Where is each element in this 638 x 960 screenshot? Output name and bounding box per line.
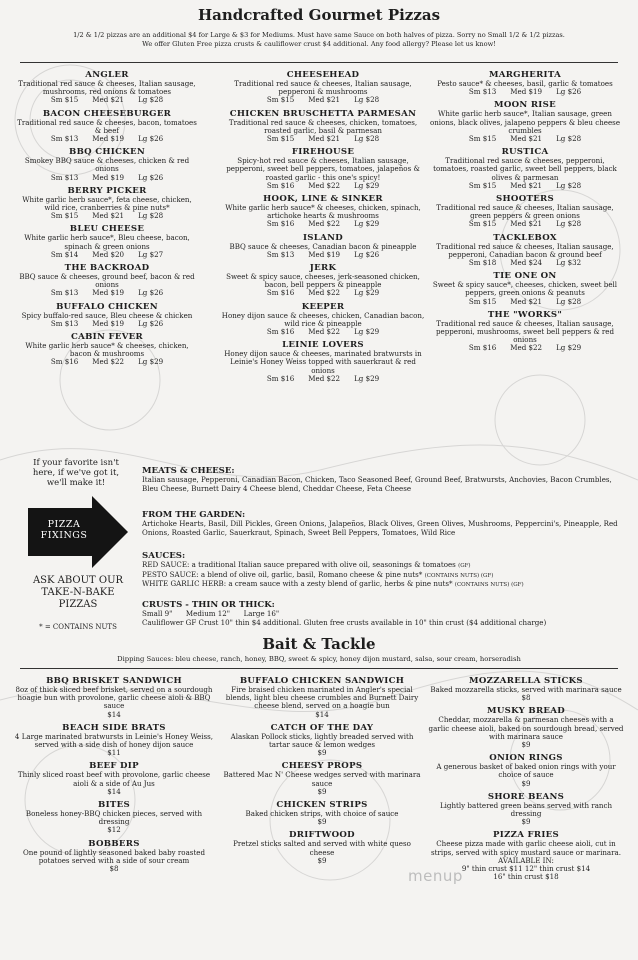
garden-list: Artichoke Hearts, Basil, Dill Pickles, Green Onions, Jalapeños, Black Olives, Green Olives, Mushrooms, Peppercini's, Pineapple, Red Onions, Roasted Garlic, Sauerkraut, Spinach, Sweet Bell Peppers, Tomatoes, Wild Rice <box>142 519 618 537</box>
menu-item <box>14 676 214 719</box>
item-price: $9 <box>317 855 327 865</box>
item-desc: BBQ sauce & cheeses, Canadian bacon & pineapple <box>229 241 417 251</box>
item-desc: White garlic herb sauce*, Bleu cheese, bacon, spinach & green onions <box>24 233 190 251</box>
menu-item <box>14 109 200 144</box>
menu-item <box>222 830 422 865</box>
menu-item <box>222 761 422 796</box>
item-prices <box>428 182 622 190</box>
item-prices <box>220 251 426 259</box>
price-large: Lg $28 <box>556 219 582 229</box>
item-desc: Spicy-hot red sauce & cheeses, Italian sausage, pepperoni, sweet bell peppers, tomatoes, jalapeños & roasted garlic - this one's spicy! <box>226 156 420 182</box>
menu-item <box>14 839 214 874</box>
nuts-note: * = CONTAINS NUTS <box>39 623 117 631</box>
item-name: BITES <box>98 800 130 811</box>
item-desc: Traditional red sauce & cheeses, Italian sausage, mushrooms, red onions & tomatoes <box>18 79 196 97</box>
price-large: Lg $29 <box>354 219 380 229</box>
price-small: Sm $15 <box>468 219 497 229</box>
item-prices <box>428 88 622 96</box>
item-name: ISLAND <box>302 232 344 243</box>
price-medium: Med $21 <box>510 134 543 144</box>
bait-divider <box>20 668 618 669</box>
item-name: BUFFALO CHICKEN SANDWICH <box>239 676 405 686</box>
menu-item <box>220 233 426 259</box>
item-price: $14 <box>107 786 121 796</box>
item-name: BERRY PICKER <box>67 185 147 196</box>
menu-item <box>14 302 200 328</box>
menu-item <box>428 271 622 306</box>
menu-item <box>14 723 214 758</box>
item-desc: Traditional red sauce & cheeses, bacon, tomatoes & beef <box>17 117 197 135</box>
price-medium: Med $21 <box>510 180 543 190</box>
price-small: Sm $14 <box>50 249 79 259</box>
price-small: Sm $13 <box>50 288 79 298</box>
menu-item <box>14 186 200 221</box>
item-prices <box>220 182 426 190</box>
menu-item <box>14 800 214 835</box>
item-name: MUSKY BREAD <box>487 706 565 717</box>
item-desc: Thinly sliced roast beef with provolone, garlic cheese aioli & a side of Au Jus <box>17 770 211 788</box>
price-small: Sm $15 <box>266 95 295 105</box>
price-medium: Med $22 <box>308 180 341 190</box>
menu-item <box>428 147 622 190</box>
item-name: MARGHERITA <box>488 70 562 80</box>
item-prices <box>14 289 200 297</box>
menu-item <box>222 676 422 719</box>
price-medium: Med $22 <box>510 343 543 353</box>
price-medium: Med $22 <box>92 357 125 367</box>
item-name: MOZZARELLA STICKS <box>469 676 583 686</box>
price-large: Lg $28 <box>138 211 164 221</box>
price-small: Sm $16 <box>266 373 295 383</box>
price-small: Sm $13 <box>50 172 79 182</box>
item-desc: Pesto sauce* & cheeses, basil, garlic & tomatoes <box>437 79 613 88</box>
garden-heading: FROM THE GARDEN: <box>142 510 246 520</box>
item-name: BLEU CHEESE <box>69 224 145 235</box>
item-prices <box>220 96 426 104</box>
price-medium: Med $24 <box>510 258 543 268</box>
crusts-section <box>142 600 622 627</box>
menu-item <box>14 224 200 259</box>
price-large: Lg $29 <box>138 357 164 367</box>
menu-item <box>428 194 622 229</box>
pesto-sauce-tag: (CONTAINS NUTS) (GF) <box>424 572 494 579</box>
price-small: Sm $15 <box>468 296 497 306</box>
bait-column-2 <box>222 676 422 869</box>
item-name: THE BACKROAD <box>64 263 150 274</box>
item-desc: One pound of lightly seasoned baked baby roasted potatoes served with a side of sour cream <box>22 847 206 865</box>
item-desc: Sweet & spicy sauce*, cheeses, chicken, sweet bell peppers, green onions & peanuts <box>432 280 618 298</box>
item-desc: Traditional red sauce & cheeses, Italian sausage, green peppers & green onions <box>436 203 614 221</box>
price-small: Sm $15 <box>468 180 497 190</box>
item-price: $8 <box>521 693 531 703</box>
item-desc: Cheese pizza made with garlic cheese aioli, cut in strips, served with spicy mustard sauce or marinara. AVAILABLE IN: <box>430 839 622 865</box>
item-name: CABIN FEVER <box>71 332 143 343</box>
menu-item <box>220 302 426 337</box>
item-price: $9 <box>317 748 327 758</box>
pizza-column-2 <box>220 70 426 387</box>
item-name: ANGLER <box>85 70 129 80</box>
item-desc: BBQ sauce & cheeses, ground beef, bacon & red onions <box>19 272 195 290</box>
menu-item <box>220 340 426 383</box>
item-price: $8 <box>109 864 119 874</box>
item-desc: A generous basket of baked onion rings with your choice of sauce <box>436 762 616 780</box>
item-desc: Traditional red sauce & cheeses, Italian sausage, pepperoni, Canadian bacon & ground beef <box>436 241 614 259</box>
item-desc: Sweet & spicy sauce, cheeses, jerk-seasoned chicken, bacon, bell peppers & pineapple <box>226 272 420 290</box>
dipping-sauces: Dipping Sauces: bleu cheese, ranch, honey, BBQ, sweet & spicy, honey dijon mustard, salsa, sour cream, horseradish <box>117 655 521 663</box>
item-desc: Fire braised chicken marinated in Angler's special blends, light bleu cheese crumbles and Burnett Dairy cheese blend, served on a hoagie bun <box>225 685 419 711</box>
item-name: CATCH OF THE DAY <box>270 722 374 733</box>
item-name: LEINIE LOVERS <box>282 340 364 351</box>
crust-small: Small 9" <box>142 609 173 618</box>
price-medium: Med $22 <box>308 288 341 298</box>
item-desc: White garlic herb sauce*, Italian sausage, green onions, black olives, jalapeno peppers & bleu cheese crumbles <box>429 109 621 135</box>
item-prices <box>14 135 200 143</box>
price-small: Sm $18 <box>468 258 497 268</box>
price-medium: Med $19 <box>92 318 125 328</box>
item-prices <box>14 174 200 182</box>
price-medium: Med $20 <box>92 249 125 259</box>
menu-item <box>428 676 624 702</box>
item-prices <box>14 251 200 259</box>
meats-list: Italian sausage, Pepperoni, Canadian Bacon, Chicken, Taco Seasoned Beef, Ground Beef, Bratwursts, Anchovies, Bacon Crumbles, Bleu Cheese, Burnett Dairy 4 Cheese blend, Cheddar Cheese, Feta Cheese <box>142 475 612 493</box>
price-small: Sm $16 <box>266 180 295 190</box>
item-prices <box>220 135 426 143</box>
menu-item <box>222 723 422 758</box>
item-name: RUSTICA <box>501 147 549 158</box>
menu-item <box>14 147 200 182</box>
item-desc: Boneless honey-BBQ chicken pieces, served with dressing <box>25 809 203 827</box>
item-price: $14 <box>107 709 121 719</box>
price-large: Lg $29 <box>556 343 582 353</box>
price-medium: Med $22 <box>308 327 341 337</box>
item-prices <box>428 135 622 143</box>
item-name: BBQ CHICKEN <box>69 147 145 158</box>
price-large: Lg $29 <box>354 180 380 190</box>
price-medium: Med $22 <box>308 373 341 383</box>
item-prices <box>14 320 200 328</box>
gluten-free-note: We offer Gluten Free pizza crusts & cauliflower crust $4 additional. Any food allergy? Please let us know! <box>142 40 496 48</box>
item-name: MOON RISE <box>494 100 556 111</box>
price-medium: Med $22 <box>308 219 341 229</box>
menu-item <box>14 70 200 105</box>
price-small: Sm $13 <box>266 249 295 259</box>
item-desc: Lightly battered green beans served with ranch dressing <box>439 800 613 819</box>
price-large: Lg $29 <box>354 288 380 298</box>
price-large: Lg $26 <box>138 134 164 144</box>
price-small: Sm $16 <box>266 288 295 298</box>
item-prices <box>14 358 200 366</box>
watermark-logo: menup <box>408 867 463 885</box>
item-desc: Alaskan Pollock sticks, lightly breaded served with tartar sauce & lemon wedges <box>230 731 414 750</box>
price-small: Sm $13 <box>468 87 497 97</box>
item-name: CHEESY PROPS <box>281 761 363 772</box>
menu-item <box>428 706 624 749</box>
item-desc: Spicy buffalo-red sauce, Bleu cheese & chicken <box>21 310 193 320</box>
price-small: Sm $16 <box>50 357 79 367</box>
bait-column-3 <box>428 676 624 885</box>
menu-item <box>428 753 624 788</box>
item-desc: 8oz of thick sliced beef brisket, served on a sourdough hoagie bun with provolone, garlic cheese aioli & BBQ sauce <box>15 685 213 711</box>
price-medium: Med $19 <box>92 134 125 144</box>
item-name: SHOOTERS <box>496 194 554 205</box>
red-sauce-tag: (GF) <box>458 563 471 569</box>
item-prices <box>428 344 622 352</box>
price-large: Lg $26 <box>556 87 582 97</box>
price-large: Lg $26 <box>138 318 164 328</box>
item-prices <box>428 220 622 228</box>
item-prices <box>428 259 622 267</box>
item-desc: Traditional red sauce & cheeses, chicken, tomatoes, roasted garlic, basil & parmesan <box>228 117 418 135</box>
item-prices <box>428 298 622 306</box>
garden-section <box>142 510 622 537</box>
price-large: Lg $28 <box>556 180 582 190</box>
item-price: 9" thin crust $11 12" thin crust $14 <box>461 864 591 874</box>
item-price-extra: 16" thin crust $18 <box>493 872 559 882</box>
item-desc: Traditional red sauce & cheeses, Italian sausage, pepperoni & mushrooms <box>234 79 412 97</box>
menu-item <box>428 310 622 353</box>
white-sauce-tag: (CONTAINS NUTS) (GF) <box>454 582 524 589</box>
white-sauce-text: WHITE GARLIC HERB: a cream sauce with a zesty blend of garlic, herbs & pine nuts* <box>142 579 453 589</box>
item-desc: Honey dijon sauce & cheeses, chicken, Canadian bacon, wild rice & pineapple <box>221 310 425 328</box>
price-small: Sm $15 <box>50 211 79 221</box>
cauliflower-note: Cauliflower GF Crust 10" thin $4 additional. Gluten free crusts available in 10" thin crust ($4 additional charge) <box>142 617 547 627</box>
price-medium: Med $21 <box>308 95 341 105</box>
menu-item <box>222 800 422 826</box>
menu-item <box>220 263 426 298</box>
pizza-section-title: Handcrafted Gourmet Pizzas <box>197 6 441 24</box>
item-name: ONION RINGS <box>489 753 563 764</box>
price-medium: Med $21 <box>510 219 543 229</box>
pesto-sauce-text: PESTO SAUCE: a blend of olive oil, garlic, basil, Romano cheese & pine nuts* <box>142 569 423 579</box>
item-prices <box>220 289 426 297</box>
price-large: Lg $28 <box>138 95 164 105</box>
price-small: Sm $16 <box>266 219 295 229</box>
half-half-note: 1/2 & 1/2 pizzas are an additional $4 for Large & $3 for Mediums. Must have same Sauce on both halves of pizza. Sorry no Small 1/2 & 1/2 pizzas. <box>73 31 565 39</box>
item-price: $9 <box>521 817 531 827</box>
sauces-heading: SAUCES: <box>142 551 186 561</box>
price-small: Sm $13 <box>50 318 79 328</box>
price-large: Lg $28 <box>556 134 582 144</box>
item-desc: Baked mozzarella sticks, served with marinara sauce <box>430 685 622 694</box>
item-desc: Cheddar, mozzarella & parmesan cheeses with a garlic cheese aioli, baked on sourdough bread, served with marinara sauce <box>428 715 624 741</box>
item-name: PIZZA FRIES <box>492 830 559 841</box>
item-desc: Honey dijon sauce & cheeses, marinated bratwursts in Leinie's Honey Weiss topped with sauerkraut & red onions <box>224 349 422 375</box>
item-price: $12 <box>107 825 121 835</box>
item-name: BBQ BRISKET SANDWICH <box>46 676 182 686</box>
menu-item <box>14 263 200 298</box>
item-name: CHEESEHEAD <box>286 70 360 80</box>
red-sauce-text: RED SAUCE: a traditional Italian sauce prepared with olive oil, seasonings & tomatoes <box>142 560 456 569</box>
item-prices <box>220 328 426 336</box>
item-desc: Baked chicken strips, with choice of sauce <box>245 809 399 819</box>
item-name: BUFFALO CHICKEN <box>56 301 158 312</box>
item-price: $9 <box>521 778 531 788</box>
item-name: TACKLEBOX <box>493 232 557 243</box>
price-large: Lg $27 <box>138 249 164 259</box>
item-desc: White garlic herb sauce* & cheeses, chicken, bacon & mushrooms <box>25 341 189 359</box>
menu-item <box>14 332 200 367</box>
white-sauce <box>142 580 622 590</box>
menu-item <box>220 109 426 144</box>
price-large: Lg $28 <box>354 134 380 144</box>
header-divider <box>20 62 618 63</box>
item-desc: Traditional red sauce & cheeses, pepperoni, tomatoes, roasted garlic, sweet bell peppers, black olives & parmesan <box>433 156 617 182</box>
price-small: Sm $15 <box>468 134 497 144</box>
item-name: DRIFTWOOD <box>289 830 355 841</box>
item-desc: Pretzel sticks salted and served with white queso cheese <box>233 839 411 857</box>
item-desc: 4 Large marinated bratwursts in Leinie's Honey Weiss, served with a side dish of honey dijon sauce <box>14 731 214 750</box>
item-desc: White garlic herb sauce*, feta cheese, chicken, wild rice, cranberries & pine nuts* <box>22 194 192 213</box>
price-medium: Med $21 <box>92 95 125 105</box>
price-medium: Med $21 <box>92 211 125 221</box>
item-prices <box>14 96 200 104</box>
price-small: Sm $15 <box>50 95 79 105</box>
pizza-column-3 <box>428 70 622 357</box>
price-small: Sm $13 <box>50 134 79 144</box>
price-medium: Med $21 <box>308 134 341 144</box>
item-price: $11 <box>107 748 121 758</box>
item-desc: Traditional red sauce & cheeses, Italian sausage, pepperoni, mushrooms, sweet bell peppers & red onions <box>435 318 615 345</box>
menu-item <box>428 792 624 827</box>
menu-item <box>220 194 426 229</box>
item-name: THE "WORKS" <box>487 309 563 320</box>
price-small: Sm $15 <box>266 134 295 144</box>
item-name: CHICKEN STRIPS <box>276 800 368 811</box>
price-medium: Med $19 <box>92 172 125 182</box>
item-prices <box>220 375 426 383</box>
item-name: FIREHOUSE <box>291 147 355 158</box>
price-small: Sm $16 <box>266 327 295 337</box>
item-name: CHICKEN BRUSCHETTA PARMESAN <box>229 108 417 119</box>
crust-large: Large 16" <box>243 609 280 618</box>
price-large: Lg $29 <box>354 373 380 383</box>
sauces-section <box>142 551 622 590</box>
item-price: $9 <box>317 817 327 827</box>
pizza-fixings-label: PIZZA FIXINGS <box>40 519 88 541</box>
price-medium: Med $19 <box>510 87 543 97</box>
price-medium: Med $19 <box>308 249 341 259</box>
item-name: BACON CHEESEBURGER <box>42 108 172 119</box>
pizza-column-1 <box>14 70 200 371</box>
price-large: Lg $32 <box>556 258 582 268</box>
item-name: BEEF DIP <box>89 761 139 772</box>
menu-item <box>14 761 214 796</box>
item-desc: Smokey BBQ sauce & cheeses, chicken & red onions <box>24 156 190 174</box>
item-name: TIE ONE ON <box>493 271 557 282</box>
item-name: SHORE BEANS <box>487 791 565 802</box>
item-price: $14 <box>315 709 329 719</box>
favorite-note: If your favorite isn't here, if we've got it, we'll make it! <box>32 458 120 488</box>
item-price: $9 <box>521 740 531 750</box>
item-name: JERK <box>309 263 337 274</box>
menu-item <box>428 70 622 96</box>
price-large: Lg $26 <box>138 288 164 298</box>
price-medium: Med $19 <box>92 288 125 298</box>
bait-column-1 <box>14 676 214 877</box>
bait-tackle-title: Bait & Tackle <box>262 635 376 653</box>
item-prices <box>14 212 200 220</box>
item-price: $9 <box>317 786 327 796</box>
item-name: HOOK, LINE & SINKER <box>263 194 383 205</box>
item-name: BOBBERS <box>88 838 140 849</box>
menu-item <box>428 233 622 268</box>
menu-item <box>220 147 426 190</box>
price-large: Lg $29 <box>354 327 380 337</box>
menu-item <box>220 70 426 105</box>
item-desc: Battered Mac N' Cheese wedges served with marinara sauce <box>223 770 421 788</box>
item-desc: White garlic herb sauce* & cheeses, chicken, spinach, artichoke hearts & mushrooms <box>225 203 421 221</box>
price-large: Lg $28 <box>354 95 380 105</box>
item-name: KEEPER <box>301 301 345 312</box>
take-n-bake-note: ASK ABOUT OUR TAKE-N-BAKE PIZZAS <box>32 575 124 610</box>
price-large: Lg $26 <box>354 249 380 259</box>
price-large: Lg $28 <box>556 296 582 306</box>
item-prices <box>220 220 426 228</box>
meats-cheese-section <box>142 466 622 493</box>
crusts-heading: CRUSTS - THIN OR THICK: <box>142 600 275 610</box>
item-name: BEACH SIDE BRATS <box>62 722 166 733</box>
crust-medium: Medium 12" <box>185 609 231 618</box>
meats-heading: MEATS & CHEESE: <box>142 466 235 476</box>
price-medium: Med $21 <box>510 296 543 306</box>
price-small: Sm $16 <box>468 343 497 353</box>
menu-item <box>428 100 622 143</box>
price-large: Lg $26 <box>138 172 164 182</box>
